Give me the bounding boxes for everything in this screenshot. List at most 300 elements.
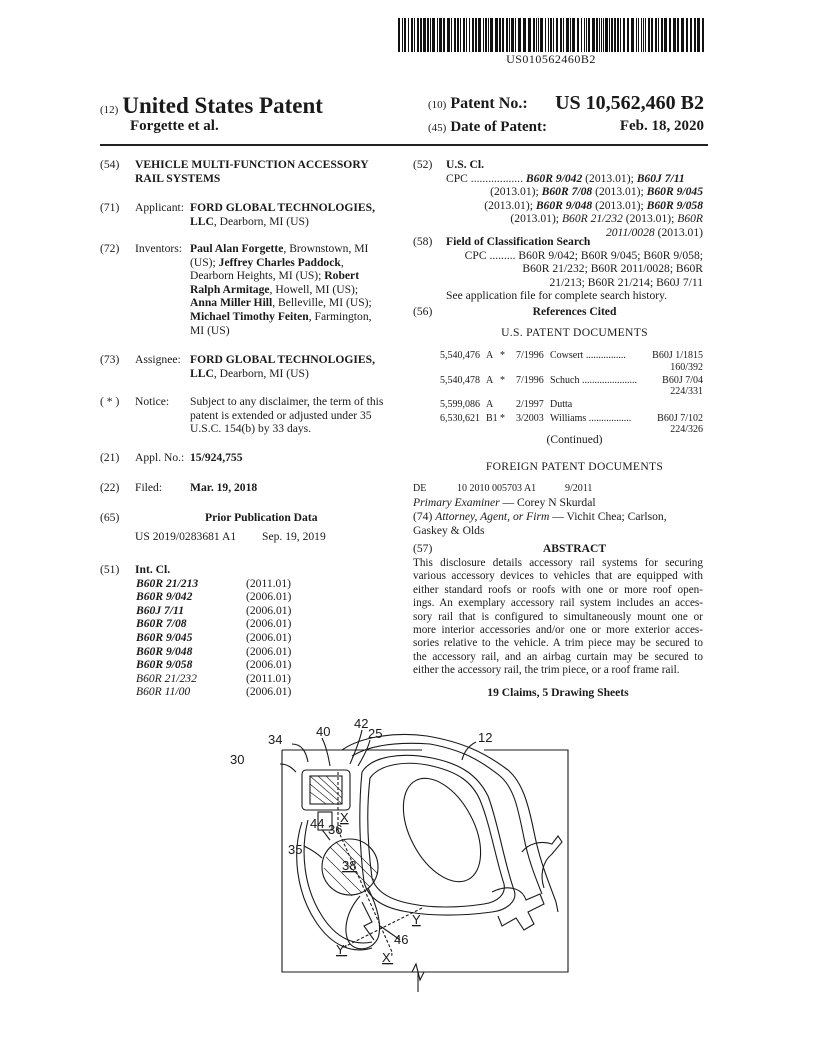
barcode-bar bbox=[536, 18, 537, 52]
barcode-bar bbox=[518, 18, 521, 52]
intcl-row bbox=[136, 658, 316, 672]
intcl-row bbox=[136, 604, 316, 618]
patent-figure bbox=[222, 712, 592, 1000]
attorney-section bbox=[413, 510, 708, 537]
doc-date: 7/1996 bbox=[516, 350, 544, 361]
barcode-bar bbox=[553, 18, 554, 52]
barcode-bar bbox=[664, 18, 667, 52]
doc-kind: B1 bbox=[486, 412, 498, 424]
barcode-bar bbox=[402, 18, 403, 52]
abstract-line: This disclosure details accessory rail systems for securing bbox=[413, 557, 703, 569]
abstract-line: various accessory devices to vehicles that are equipped with bbox=[413, 570, 703, 583]
barcode-bar bbox=[478, 18, 481, 52]
doc-name: Williams ................. bbox=[550, 412, 632, 424]
figure-labels bbox=[230, 716, 492, 965]
inventor-line bbox=[190, 283, 395, 297]
leader-25 bbox=[358, 740, 370, 766]
intcl-year: (2006.01) bbox=[246, 617, 292, 631]
barcode-bar bbox=[592, 18, 595, 52]
barcode-bar bbox=[623, 18, 625, 52]
applicant-location: , Dearborn, MI (US) bbox=[213, 214, 309, 228]
cpc-line bbox=[446, 172, 703, 186]
barcode-bar bbox=[588, 18, 590, 52]
inventor-location: (US); bbox=[190, 255, 219, 269]
barcode-bar bbox=[617, 18, 619, 52]
intcl-year: (2006.01) bbox=[246, 658, 292, 672]
barcode-bar bbox=[572, 18, 575, 52]
doc-kind: A bbox=[486, 374, 494, 386]
barcode-bar bbox=[447, 18, 450, 52]
barcode-bar bbox=[550, 18, 552, 52]
prior-pub-title: Prior Publication Data bbox=[205, 511, 318, 524]
prior-pub-number: US 2019/0283681 A1 bbox=[135, 530, 237, 543]
uscl-label: U.S. Cl. bbox=[446, 158, 485, 171]
intcl-label: Int. Cl. bbox=[135, 563, 171, 576]
barcode-bar bbox=[414, 18, 415, 52]
barcode-bar bbox=[528, 18, 531, 52]
assignee-name: FORD GLOBAL TECHNOLOGIES, bbox=[190, 353, 376, 366]
figure-label: 25 bbox=[368, 726, 383, 741]
attorney-code: (74) bbox=[413, 510, 433, 523]
uscl-code: (52) bbox=[413, 158, 433, 171]
figure-label: 35 bbox=[288, 842, 303, 857]
barcode-bar bbox=[643, 18, 644, 52]
abstract-code: (57) bbox=[413, 542, 433, 555]
barcode-bar bbox=[584, 18, 585, 52]
roof-panel-inner bbox=[352, 743, 542, 894]
seal-lower bbox=[492, 888, 544, 930]
barcode-bar bbox=[638, 18, 639, 52]
intcl-row bbox=[136, 685, 316, 699]
barcode-bar bbox=[439, 18, 442, 52]
barcode-bar bbox=[475, 18, 477, 52]
header-left bbox=[100, 93, 323, 119]
cpc-class: B60R 9/045 bbox=[646, 185, 703, 199]
inventor-line bbox=[190, 269, 395, 283]
assignee-code: (73) bbox=[100, 353, 120, 366]
inventor-line bbox=[190, 296, 395, 310]
doc-name: Schuch ...................... bbox=[550, 374, 637, 386]
doc-kind: A bbox=[486, 399, 494, 410]
intcl-class: B60R 21/213 bbox=[136, 576, 199, 590]
notice-line: patent is extended or adjusted under 35 bbox=[190, 408, 372, 422]
doc-number: 6,530,621 bbox=[440, 412, 480, 424]
intcl-class: B60R 9/045 bbox=[136, 630, 193, 644]
figure-label: 30 bbox=[230, 752, 245, 767]
barcode-bar bbox=[454, 18, 456, 52]
leader-12 bbox=[462, 742, 476, 760]
barcode-bar bbox=[702, 18, 704, 52]
cpc-class: B60R 7/08 bbox=[541, 185, 593, 199]
barcode-bar bbox=[511, 18, 514, 52]
doc-number: 5,540,478 bbox=[440, 374, 480, 386]
doc-class: B60J 7/04 bbox=[662, 374, 703, 386]
abstract-line: ings. An exemplary accessory rail system includes an acces- bbox=[413, 597, 703, 610]
barcode-bar bbox=[563, 18, 564, 52]
doc-name: Cowsert ................ bbox=[550, 350, 626, 361]
filed-date: Mar. 19, 2018 bbox=[190, 481, 258, 494]
foreign-docs-label: FOREIGN PATENT DOCUMENTS bbox=[485, 460, 664, 473]
intcl-year: (2011.01) bbox=[246, 671, 291, 685]
inventor-location: , Brownstown, MI bbox=[283, 242, 369, 255]
inventor-location: , Farmington, bbox=[308, 309, 372, 323]
barcode-bar bbox=[645, 18, 646, 52]
barcode-bar bbox=[609, 18, 610, 52]
abstract-line: sories relative to the vehicle. A trim piece may be secured to bbox=[413, 637, 703, 650]
barcode-bar bbox=[432, 18, 435, 52]
cpc-date: (2013.01); bbox=[484, 198, 536, 212]
refs-label: References Cited bbox=[532, 305, 617, 318]
inventor-name: Jeffrey Charles Paddock bbox=[218, 255, 341, 269]
barcode-bar bbox=[545, 18, 546, 52]
prior-pub-date: Sep. 19, 2019 bbox=[262, 530, 326, 543]
cpc-class: B60R 9/058 bbox=[646, 198, 703, 212]
date-row bbox=[428, 118, 704, 138]
inventor-location: Dearborn Heights, MI (US); bbox=[190, 269, 325, 283]
barcode-bar bbox=[417, 18, 419, 52]
notice-line: Subject to any disclaimer, the term of this bbox=[190, 395, 384, 408]
patent-title: United States Patent bbox=[122, 93, 323, 118]
barcode-bar bbox=[605, 18, 608, 52]
assignee-llc: LLC bbox=[190, 366, 214, 380]
intcl-row bbox=[136, 631, 316, 645]
doc-number: 5,540,476 bbox=[440, 350, 480, 361]
abstract-line: sory rail that is configured to simultaneously mount one or bbox=[413, 610, 703, 623]
barcode-bar bbox=[603, 18, 604, 52]
figure-label: 34 bbox=[268, 732, 283, 747]
inventor-name: Paul Alan Forgette bbox=[190, 242, 284, 255]
leader-40 bbox=[322, 738, 330, 766]
filed-code: (22) bbox=[100, 481, 120, 494]
field-code: (58) bbox=[413, 235, 433, 248]
cpc-class: 2011/0028 bbox=[605, 225, 655, 239]
barcode-bar bbox=[509, 18, 510, 52]
barcode-bar bbox=[420, 18, 422, 52]
barcode-bar bbox=[614, 18, 616, 52]
intcl-year: (2006.01) bbox=[246, 630, 292, 644]
deployed-airbag bbox=[346, 888, 380, 949]
applicant-label: Applicant: bbox=[135, 201, 184, 214]
intcl-row bbox=[136, 577, 316, 591]
foreign-number: 10 2010 005703 A1 bbox=[457, 483, 537, 494]
doc-class: B60J 7/102 bbox=[657, 412, 703, 424]
barcode-bar bbox=[601, 18, 602, 52]
patent-date: Feb. 18, 2020 bbox=[619, 118, 704, 134]
doc-date: 3/2003 bbox=[516, 412, 544, 424]
barcode-bar bbox=[658, 18, 659, 52]
appl-code: (21) bbox=[100, 451, 120, 464]
barcode-bar bbox=[681, 18, 684, 52]
barcode-bar bbox=[488, 18, 489, 52]
inventor-name: Michael Timothy Feiten bbox=[190, 309, 309, 323]
intcl-year: (2006.01) bbox=[246, 685, 292, 699]
prior-code: (65) bbox=[100, 511, 120, 524]
inventor-line bbox=[190, 324, 395, 338]
inventor-location: , Belleville, MI (US); bbox=[272, 296, 372, 310]
invention-title-2: RAIL SYSTEMS bbox=[135, 171, 221, 185]
notice-code: ( * ) bbox=[100, 395, 120, 408]
barcode bbox=[398, 18, 704, 52]
intcl-class: B60R 21/232 bbox=[136, 671, 197, 685]
barcode-bar bbox=[460, 18, 461, 52]
examiner-name: — Corey N Skurdal bbox=[499, 496, 596, 509]
cpc-class: B60R bbox=[677, 212, 703, 226]
field-label: Field of Classification Search bbox=[446, 235, 591, 248]
date-code: (45) bbox=[428, 122, 447, 134]
intcl-row bbox=[136, 672, 316, 686]
barcode-bar bbox=[673, 18, 676, 52]
barcode-bar bbox=[686, 18, 688, 52]
barcode-bar bbox=[423, 18, 426, 52]
barcode-bar bbox=[641, 18, 642, 52]
barcode-bar bbox=[483, 18, 484, 52]
barcode-bar bbox=[560, 18, 562, 52]
doc-date: 7/1996 bbox=[516, 374, 544, 386]
intcl-class: B60R 11/00 bbox=[136, 685, 191, 699]
doc-class: B60J 1/1815 bbox=[652, 350, 703, 361]
foreign-country: DE bbox=[413, 483, 427, 494]
oval-opening bbox=[387, 766, 496, 895]
attorney-line-1: — Vichit Chea; Carlson, bbox=[549, 510, 667, 523]
foreign-date: 9/2011 bbox=[565, 483, 593, 494]
appl-number: 15/924,755 bbox=[190, 451, 243, 464]
figure-label: X bbox=[340, 810, 349, 825]
barcode-bar bbox=[451, 18, 452, 52]
barcode-bar bbox=[495, 18, 498, 52]
barcode-bar bbox=[485, 18, 487, 52]
assignee-label: Assignee: bbox=[135, 353, 181, 366]
barcode-bar bbox=[523, 18, 526, 52]
cpc-date: (2013.01); bbox=[592, 185, 647, 199]
barcode-bar bbox=[577, 18, 579, 52]
attorney-line-2: Gaskey & Olds bbox=[413, 523, 485, 537]
intcl-row bbox=[136, 645, 316, 659]
barcode-bar bbox=[457, 18, 459, 52]
cpc-line bbox=[446, 185, 703, 199]
barcode-bar bbox=[533, 18, 535, 52]
barcode-bar bbox=[631, 18, 634, 52]
barcode-bar bbox=[586, 18, 587, 52]
barcode-bar bbox=[596, 18, 598, 52]
barcode-bar bbox=[581, 18, 582, 52]
figure-label: 38 bbox=[342, 858, 357, 873]
cpc-class: B60R 9/048 bbox=[535, 198, 593, 212]
barcode-bar bbox=[694, 18, 696, 52]
cpc-lines bbox=[446, 172, 703, 240]
title-code: (54) bbox=[100, 158, 120, 171]
figure-label: 36 bbox=[328, 822, 343, 837]
leader-42 bbox=[350, 730, 362, 764]
barcode-bar bbox=[472, 18, 474, 52]
figure-label: 40 bbox=[316, 724, 331, 739]
inventor-name: Anna Miller Hill bbox=[190, 296, 273, 310]
applicant-llc: LLC bbox=[190, 214, 214, 228]
barcode-bar bbox=[648, 18, 650, 52]
figure-label: X' bbox=[382, 950, 394, 965]
cpc-date: (2013.01); bbox=[592, 198, 647, 212]
barcode-number: US010562460B2 bbox=[506, 52, 596, 66]
right-column bbox=[413, 158, 708, 698]
barcode-bar bbox=[556, 18, 558, 52]
intcl-row bbox=[136, 590, 316, 604]
assignee-location: , Dearborn, MI (US) bbox=[213, 366, 309, 380]
doc-class-2: 224/331 bbox=[670, 386, 703, 397]
field-note: See application file for complete search history. bbox=[446, 289, 668, 303]
patent-no-code: (10) bbox=[428, 99, 447, 111]
figure-label: Y bbox=[412, 912, 421, 927]
barcode-bar bbox=[661, 18, 663, 52]
patent-number-row bbox=[428, 92, 704, 117]
cpc-date: (2013.01) bbox=[654, 225, 703, 239]
cpc-line bbox=[446, 199, 703, 213]
doc-star: * bbox=[500, 374, 505, 386]
intcl-year: (2006.01) bbox=[246, 644, 292, 658]
examiner-row bbox=[413, 496, 708, 510]
deploy-arrow bbox=[362, 902, 374, 940]
invention-title-1: VEHICLE MULTI-FUNCTION ACCESSORY bbox=[135, 158, 369, 171]
intcl-year: (2011.01) bbox=[246, 576, 291, 590]
cpc-class: B60R 21/232 bbox=[561, 212, 623, 226]
abstract-line: the accessory rail, and an airbag curtain may be secured to bbox=[413, 650, 703, 663]
cpc-date: (2013.01); bbox=[582, 171, 637, 185]
abstract-label: ABSTRACT bbox=[542, 542, 607, 555]
panel-cavity bbox=[360, 755, 515, 915]
filed-label: Filed: bbox=[135, 481, 163, 494]
doc-date: 2/1997 bbox=[516, 399, 544, 410]
barcode-bar bbox=[620, 18, 621, 52]
doc-star: * bbox=[500, 350, 505, 361]
claims-summary: 19 Claims, 5 Drawing Sheets bbox=[487, 686, 629, 699]
cpc-date: (2013.01); bbox=[510, 212, 562, 226]
intcl-year: (2006.01) bbox=[246, 603, 292, 617]
cpc-date: (2013.01); bbox=[622, 212, 678, 226]
left-column bbox=[100, 158, 395, 698]
abstract-line: more interior accessories and/or one or more exterior acces- bbox=[413, 624, 703, 637]
barcode-bar bbox=[697, 18, 700, 52]
intcl-class: B60J 7/11 bbox=[136, 603, 184, 617]
barcode-bar bbox=[502, 18, 504, 52]
inventor-location: , Howell, MI (US); bbox=[269, 282, 359, 296]
barcode-bar bbox=[651, 18, 653, 52]
panel-cavity-inner bbox=[368, 763, 504, 907]
notice-line: U.S.C. 154(b) by 33 days. bbox=[190, 422, 312, 436]
examiner-label: Primary Examiner bbox=[413, 496, 500, 509]
header-rule bbox=[100, 144, 708, 146]
barcode-bar bbox=[463, 18, 465, 52]
barcode-bar bbox=[430, 18, 431, 52]
barcode-bar bbox=[515, 18, 516, 52]
barcode-bar bbox=[677, 18, 679, 52]
doc-kind: A bbox=[486, 350, 494, 361]
inventor-line bbox=[190, 242, 395, 256]
cpc-class: B60R 9/042 bbox=[525, 171, 583, 185]
intcl-class: B60R 9/048 bbox=[136, 644, 193, 658]
header-code: (12) bbox=[100, 104, 119, 116]
field-line: CPC ......... B60R 9/042; B60R 9/045; B60R 9/058; bbox=[464, 248, 703, 262]
doc-class-2: 160/392 bbox=[670, 361, 703, 373]
barcode-bar bbox=[437, 18, 438, 52]
inventors-label: Inventors: bbox=[135, 242, 183, 255]
appl-label: Appl. No.: bbox=[135, 451, 185, 464]
trim-inner bbox=[304, 820, 372, 943]
barcode-bar bbox=[548, 18, 549, 52]
inventor-name: Ralph Armitage bbox=[190, 282, 270, 296]
intcl-class: B60R 9/058 bbox=[136, 658, 193, 672]
abstract-text bbox=[413, 557, 703, 678]
barcode-bar bbox=[538, 18, 539, 52]
refs-code: (56) bbox=[413, 305, 433, 318]
doc-name: Dutta bbox=[550, 399, 573, 410]
leader-35 bbox=[304, 846, 322, 858]
doc-number: 5,599,086 bbox=[440, 399, 480, 410]
figure-label: 42 bbox=[354, 716, 369, 731]
barcode-bar bbox=[466, 18, 467, 52]
patent-number: US 10,562,460 B2 bbox=[555, 92, 704, 114]
applicant-name: FORD GLOBAL TECHNOLOGIES, bbox=[190, 201, 376, 214]
notice-label: Notice: bbox=[135, 395, 170, 408]
figure-label: 44 bbox=[310, 816, 325, 831]
applicant-code: (71) bbox=[100, 201, 120, 214]
barcode-bar bbox=[443, 18, 445, 52]
figure-label: 12 bbox=[478, 730, 493, 745]
barcode-bar bbox=[540, 18, 543, 52]
leader-34 bbox=[292, 744, 308, 762]
barcode-bar bbox=[570, 18, 571, 52]
barcode-bar bbox=[490, 18, 493, 52]
barcode-bar bbox=[669, 18, 671, 52]
barcode-bar bbox=[404, 18, 406, 52]
figure-label: Y' bbox=[336, 942, 348, 957]
barcode-bar bbox=[627, 18, 629, 52]
date-label: Date of Patent: bbox=[450, 119, 547, 135]
barcode-bar bbox=[499, 18, 501, 52]
attorney-label: Attorney, Agent, or Firm bbox=[435, 510, 550, 523]
intcl-class: B60R 7/08 bbox=[136, 617, 187, 631]
intcl-row bbox=[136, 617, 316, 631]
inventor-name: Robert bbox=[324, 269, 360, 283]
barcode-bar bbox=[655, 18, 657, 52]
barcode-bar bbox=[427, 18, 429, 52]
figure-label: 46 bbox=[394, 932, 409, 947]
barcode-bar bbox=[599, 18, 600, 52]
barcode-bar bbox=[408, 18, 409, 52]
inventor-location: MI (US) bbox=[190, 323, 230, 337]
barcode-bar bbox=[690, 18, 692, 52]
rail-hatch bbox=[310, 776, 342, 804]
barcode-bar bbox=[636, 18, 637, 52]
field-line: B60R 21/232; B60R 2011/0028; B60R bbox=[522, 262, 703, 276]
inventors-list bbox=[190, 242, 395, 337]
intcl-class: B60R 9/042 bbox=[136, 590, 193, 604]
cpc-class: B60J 7/11 bbox=[636, 171, 685, 185]
barcode-bar bbox=[398, 18, 400, 52]
inventor-location: , bbox=[340, 255, 344, 269]
intcl-code: (51) bbox=[100, 563, 120, 576]
barcode-bar bbox=[469, 18, 470, 52]
abstract-line: either the accessory rail, the trim piece, or a roof frame rail. bbox=[413, 664, 680, 677]
abstract-line: either standard roofs or roofs with one or more roof open- bbox=[413, 583, 703, 596]
doc-star: * bbox=[500, 412, 505, 424]
patent-no-label: Patent No.: bbox=[450, 95, 528, 112]
continued-label: (Continued) bbox=[546, 433, 603, 446]
us-docs-label: U.S. PATENT DOCUMENTS bbox=[501, 326, 648, 339]
cpc-date: CPC .................. bbox=[446, 171, 526, 185]
cpc-line bbox=[446, 212, 703, 226]
inventors-code: (72) bbox=[100, 242, 120, 255]
intcl-year: (2006.01) bbox=[246, 590, 292, 604]
inventor-line bbox=[190, 256, 395, 270]
doc-class-2: 224/326 bbox=[670, 424, 703, 435]
